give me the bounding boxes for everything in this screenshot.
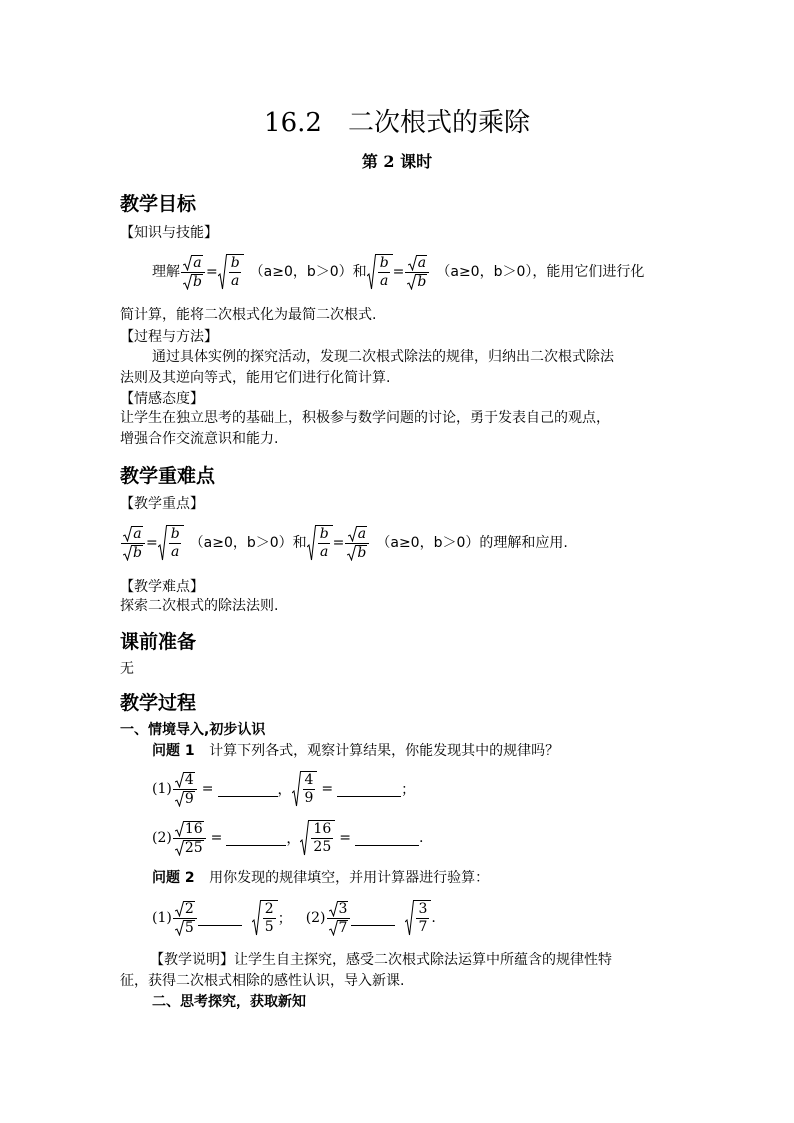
- condition-1: （a≥0，b＞0）和: [189, 535, 307, 551]
- answer-blank[interactable]: [198, 911, 242, 926]
- radical-sign: [183, 255, 192, 271]
- question1-label: 问题 1: [152, 743, 195, 759]
- radical-sign: [405, 900, 414, 936]
- radical-sign: [175, 821, 184, 837]
- radical-sign: [218, 254, 227, 290]
- radical-sign: [407, 274, 416, 290]
- objectives-heading: 教学目标: [120, 193, 197, 215]
- radical-sign: [367, 254, 376, 290]
- process-method-line1: 通过具体实例的探究活动，发现二次根式除法的规律，归纳出二次根式除法: [152, 349, 614, 365]
- radical-sign: [175, 840, 184, 856]
- knowledge-label: 【知识与技能】: [120, 225, 218, 241]
- emotion-line1: 让学生在独立思考的基础上，积极参与数学问题的讨论，勇于发表自己的观点，: [120, 410, 610, 426]
- page-title: 16.2 二次根式的乘除: [264, 108, 530, 138]
- sqrt-3-over-7: $\frac{3}{7}$: [405, 900, 431, 936]
- q1-item2: (2) $\frac{16}{25}$ = ， $\frac{16}{25}$ = .: [152, 820, 424, 856]
- teaching-note-label: 【教学说明】: [150, 952, 234, 968]
- radical-sign: [158, 525, 167, 561]
- difficulty-label: 【教学难点】: [120, 579, 204, 595]
- radical-sign: [408, 255, 417, 271]
- radical-sign: [300, 820, 309, 856]
- emotion-line2: 增强合作交流意识和能力.: [120, 431, 279, 447]
- frac-sqrt4-over-sqrt9: $\frac{4}{9}$: [173, 772, 197, 807]
- radical-sign: [292, 771, 301, 807]
- answer-blank[interactable]: [355, 831, 419, 846]
- radical-sign: [329, 901, 338, 917]
- emotion-label: 【情感态度】: [120, 391, 204, 407]
- frac-sqrt3-over-sqrt7: $\frac{3}{7}$: [327, 901, 351, 936]
- question2: [152, 868, 489, 888]
- radical-sign: [307, 525, 316, 561]
- keypoints-heading: 教学重难点: [120, 465, 216, 487]
- sqrt-2-over-5: $\frac{2}{5}$: [252, 900, 278, 936]
- radical-sign: [183, 274, 192, 290]
- frac-sqrt2-over-sqrt5: $\frac{2}{5}$: [173, 901, 197, 936]
- answer-blank[interactable]: [226, 831, 286, 846]
- sqrt-b-over-a: $\frac{b}{a}$: [218, 254, 244, 290]
- answer-blank[interactable]: [218, 782, 278, 797]
- frac-sqrt-a-over-sqrt-b: $\frac{a}{b}$: [405, 255, 429, 290]
- process-method-line2: 法则及其逆向等式，能用它们进行化简计算.: [120, 370, 391, 386]
- frac-sqrt16-over-sqrt25: $\frac{16}{25}$: [173, 821, 206, 856]
- sqrt-4-over-9: $\frac{4}{9}$: [292, 771, 318, 807]
- radical-sign: [348, 526, 357, 542]
- section1-heading: 一、情境导入,初步认识: [120, 722, 266, 738]
- page-subtitle: 第 2 课时: [361, 152, 433, 171]
- difficulty-text: 探索二次根式的除法法则.: [120, 598, 279, 614]
- q2-items: (1) $\frac{2}{5}$ $\frac{2}{5}$ ； (2) $\frac{3}{7}$ $\frac{3}{7}$ .: [152, 900, 436, 936]
- process-method-label: 【过程与方法】: [120, 329, 218, 345]
- radical-sign: [175, 772, 184, 788]
- prep-text: 无: [120, 661, 134, 677]
- answer-blank[interactable]: [337, 782, 401, 797]
- radical-sign: [175, 920, 184, 936]
- question1: [152, 741, 559, 761]
- q1-item1: (1) $\frac{4}{9}$ = ， $\frac{4}{9}$ = ；: [152, 771, 416, 807]
- objectives-line2: 简计算，能将二次根式化为最简二次根式.: [120, 307, 377, 323]
- radical-sign: [123, 545, 132, 561]
- radical-sign: [329, 920, 338, 936]
- prep-heading: 课前准备: [120, 631, 197, 653]
- formula-line-objectives: 理解 $\frac{a}{b}$ = $\frac{b}{a}$ （a≥0，b＞0）和 $\frac{b}{a}$ = $\frac{a}{b}$ （a≥0，b＞0），能用它们进行化: [152, 254, 645, 290]
- condition-2: （a≥0，b＞0），能用它们进行化: [436, 264, 645, 280]
- sqrt-b-over-a: $\frac{b}{a}$: [307, 525, 333, 561]
- teaching-note-line2: 征，获得二次根式相除的感性认识，导入新课.: [120, 973, 405, 989]
- focus-label: 【教学重点】: [120, 496, 204, 512]
- understand-lead: 理解: [152, 264, 180, 280]
- section2-heading: 二、思考探究，获取新知: [152, 994, 306, 1010]
- condition-2: （a≥0，b＞0）的理解和应用.: [376, 535, 568, 551]
- sqrt-b-over-a: $\frac{b}{a}$: [367, 254, 393, 290]
- formula-line-keypoints: $\frac{a}{b}$ = $\frac{b}{a}$ （a≥0，b＞0）和 $\frac{b}{a}$ = $\frac{a}{b}$ （a≥0，b＞0）的理解和应用.: [120, 518, 568, 568]
- question1-text: 计算下列各式，观察计算结果，你能发现其中的规律吗？: [209, 743, 560, 759]
- answer-blank[interactable]: [351, 911, 395, 926]
- condition-1: （a≥0，b＞0）和: [249, 264, 367, 280]
- radical-sign: [123, 526, 132, 542]
- process-heading: 教学过程: [120, 692, 197, 714]
- frac-sqrt-a-over-sqrt-b: $\frac{a}{b}$: [181, 255, 205, 290]
- radical-sign: [175, 901, 184, 917]
- question2-text: 用你发现的规律填空，并用计算器进行验算：: [209, 870, 490, 886]
- question2-label: 问题 2: [152, 870, 195, 886]
- frac-sqrt-a-over-sqrt-b: $\frac{a}{b}$: [345, 526, 369, 561]
- radical-sign: [175, 791, 184, 807]
- frac-sqrt-a-over-sqrt-b: $\frac{a}{b}$: [121, 526, 145, 561]
- radical-sign: [252, 900, 261, 936]
- radical-sign: [347, 545, 356, 561]
- sqrt-b-over-a: $\frac{b}{a}$: [158, 525, 184, 561]
- teaching-note-line1: 【教学说明】让学生自主探究，感受二次根式除法运算中所蕴含的规律性特: [150, 952, 612, 968]
- sqrt-16-over-25: $\frac{16}{25}$: [300, 820, 335, 856]
